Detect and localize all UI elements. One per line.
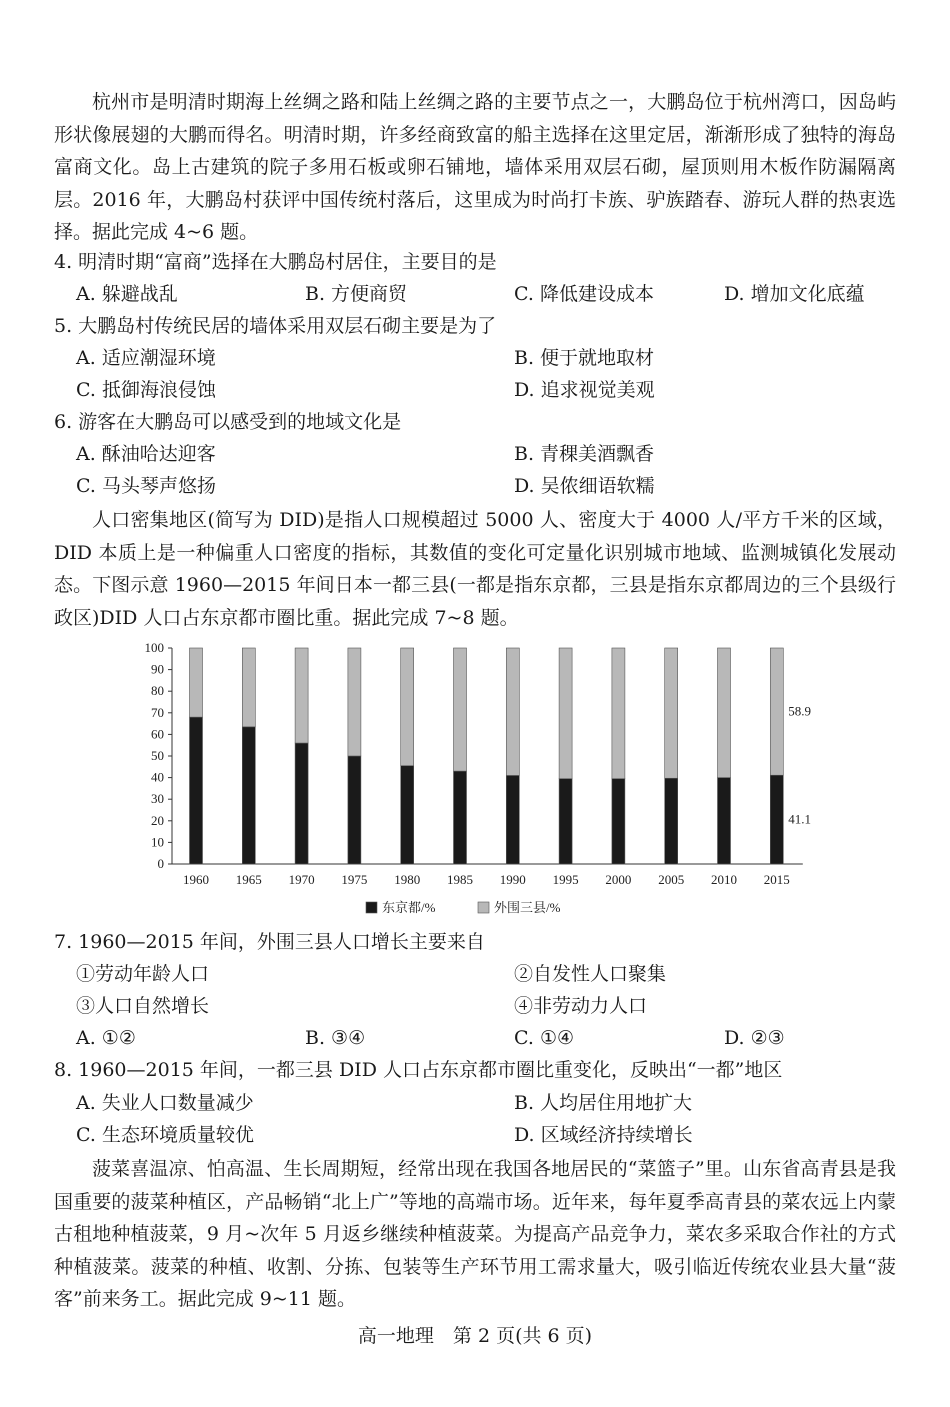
bar-tokyo [190, 717, 203, 864]
bar-outer-prefectures [348, 648, 361, 756]
x-tick-label: 1970 [288, 872, 315, 887]
q7-item-1: ①劳动年龄人口 [76, 963, 210, 985]
did-population-chart [130, 640, 830, 925]
bar-tokyo [559, 779, 572, 864]
legend-swatch [366, 902, 377, 913]
q6-option-c: C. 马头琴声悠扬 [76, 475, 216, 497]
x-tick-label: 1985 [447, 872, 473, 887]
y-tick-label: 80 [151, 683, 164, 699]
y-tick-label: 50 [151, 748, 164, 763]
bar-tokyo [506, 775, 519, 864]
bar-tokyo [665, 778, 678, 864]
q7-item-4: ④非劳动力人口 [514, 995, 648, 1017]
x-tick-label: 2005 [658, 872, 685, 887]
data-label-tokyo: 41.1 [788, 811, 812, 827]
bar-tokyo [612, 779, 625, 864]
q5-option-b: B. 便于就地取材 [514, 347, 655, 369]
x-tick-label: 1975 [341, 872, 368, 887]
y-tick-label: 20 [151, 812, 164, 828]
bar-outer-prefectures [190, 648, 203, 717]
q4-option-d: D. 增加文化底蕴 [724, 283, 865, 305]
q4-option-b: B. 方便商贸 [305, 283, 408, 305]
x-tick-label: 2010 [711, 872, 737, 887]
q4-option-c: C. 降低建设成本 [514, 283, 654, 305]
q6-option-a: A. 酥油哈达迎客 [76, 443, 216, 465]
chart-legend [366, 900, 561, 915]
x-tick-label: 2000 [605, 872, 632, 887]
y-axis [145, 640, 173, 871]
bar-series [190, 648, 784, 864]
q6-option-b: B. 青稞美酒飘香 [514, 443, 655, 465]
q8-option-d: D. 区域经济持续增长 [514, 1124, 693, 1146]
question-8-stem: 8. 1960—2015 年间，一都三县 DID 人口占东京都市圈比重变化，反映出“一都”地区 [54, 1059, 783, 1081]
y-tick-label: 40 [151, 769, 164, 785]
bar-outer-prefectures [401, 648, 414, 766]
bar-tokyo [718, 778, 731, 864]
x-tick-label: 1995 [552, 872, 579, 887]
x-tick-label: 1960 [183, 872, 209, 887]
bar-outer-prefectures [559, 648, 572, 779]
q7-option-d: D. ②③ [724, 1027, 785, 1049]
q7-option-c: C. ①④ [514, 1027, 575, 1049]
bar-tokyo [770, 775, 783, 864]
bar-outer-prefectures [506, 648, 519, 775]
page-footer: 高一地理 第 2 页(共 6 页) [357, 1325, 593, 1347]
bar-tokyo [348, 756, 361, 864]
y-tick-label: 60 [151, 726, 164, 742]
question-5-stem: 5. 大鹏岛村传统民居的墙体采用双层石砌主要是为了 [54, 315, 497, 337]
legend-swatch [478, 902, 489, 913]
passage-dapeng-island: 杭州市是明清时期海上丝绸之路和陆上丝绸之路的主要节点之一，大鹏岛位于杭州湾口，因岛屿形状像展翅的大鹏而得名。明清时期，许多经商致富的船主选择在这里定居，渐渐形成了独特的海岛富商文化。岛上古建筑的院子多用石板或卵石铺地，墙体采用双层石砌，屋顶则用木板作防漏隔离层。2016 年，大鹏岛村获评中国传统村落后，这里成为时尚打卡族、驴族踏春、游玩人群的热衷选择。据此完成 4~6 题。 [54, 91, 896, 243]
bar-outer-prefectures [612, 648, 625, 779]
bar-tokyo [401, 766, 414, 864]
y-tick-label: 90 [151, 661, 164, 677]
passage-spinach: 菠菜喜温凉、怕高温、生长周期短，经常出现在我国各地居民的“菜篮子”里。山东省高青县是我国重要的菠菜种植区，产品畅销“北上广”等地的高端市场。近年来，每年夏季高青县的菜农远上内蒙古租地种植菠菜，9 月~次年 5 月返乡继续种植菠菜。为提高产品竞争力，菜农多采取合作社的方式种植菠菜。菠菜的种植、收割、分拣、包装等生产环节用工需求量大，吸引临近传统农业县大量“菠客”前来务工。据此完成 9~11 题。 [54, 1158, 896, 1310]
data-label-outer: 58.9 [788, 703, 812, 719]
y-tick-label: 30 [151, 791, 164, 807]
q5-option-a: A. 适应潮湿环境 [76, 347, 216, 369]
y-tick-label: 100 [144, 640, 164, 655]
y-tick-label: 10 [151, 834, 164, 850]
bar-outer-prefectures [295, 648, 308, 743]
x-tick-label: 1965 [235, 872, 262, 887]
x-tick-label: 1980 [394, 872, 421, 887]
q4-option-a: A. 躲避战乱 [76, 283, 178, 305]
q7-item-3: ③人口自然增长 [76, 995, 210, 1017]
x-axis [172, 864, 803, 887]
q7-option-b: B. ③④ [305, 1027, 366, 1049]
bar-tokyo [242, 727, 255, 864]
question-7-stem: 7. 1960—2015 年间，外围三县人口增长主要来自 [54, 931, 485, 953]
x-tick-label: 2015 [763, 872, 790, 887]
y-tick-label: 0 [157, 856, 164, 871]
bar-outer-prefectures [770, 648, 783, 775]
legend-label: 东京都/% [382, 900, 436, 915]
q5-option-d: D. 追求视觉美观 [514, 379, 655, 401]
q8-option-b: B. 人均居住用地扩大 [514, 1092, 693, 1114]
question-6-stem: 6. 游客在大鹏岛可以感受到的地域文化是 [54, 411, 402, 433]
bar-tokyo [295, 743, 308, 864]
q8-option-c: C. 生态环境质量较优 [76, 1124, 254, 1146]
passage-did-population: 人口密集地区(简写为 DID)是指人口规模超过 5000 人、密度大于 4000 人/平方千米的区域，DID 本质上是一种偏重人口密度的指标，其数值的变化可定量化识别城市地域、监测城镇化发展动态。下图示意 1960—2015 年间日本一都三县(一都是指东京都，三县是指东京都周边的三个县级行政区)DID 人口占东京都市圈比重。据此完成 7~8 题。 [54, 509, 896, 629]
bar-outer-prefectures [665, 648, 678, 778]
q5-option-c: C. 抵御海浪侵蚀 [76, 379, 216, 401]
q7-option-a: A. ①② [76, 1027, 136, 1049]
data-labels [788, 704, 811, 827]
q7-item-2: ②自发性人口聚集 [514, 963, 667, 985]
bar-tokyo [454, 771, 467, 864]
bar-outer-prefectures [242, 648, 255, 727]
x-tick-label: 1990 [499, 872, 526, 887]
question-4-stem: 4. 明清时期“富商”选择在大鹏岛村居住，主要目的是 [54, 251, 497, 273]
legend-label: 外围三县/% [494, 900, 561, 915]
q6-option-d: D. 吴侬细语软糯 [514, 475, 655, 497]
bar-outer-prefectures [718, 648, 731, 778]
y-tick-label: 70 [151, 704, 164, 720]
q8-option-a: A. 失业人口数量减少 [76, 1092, 254, 1114]
bar-outer-prefectures [454, 648, 467, 771]
